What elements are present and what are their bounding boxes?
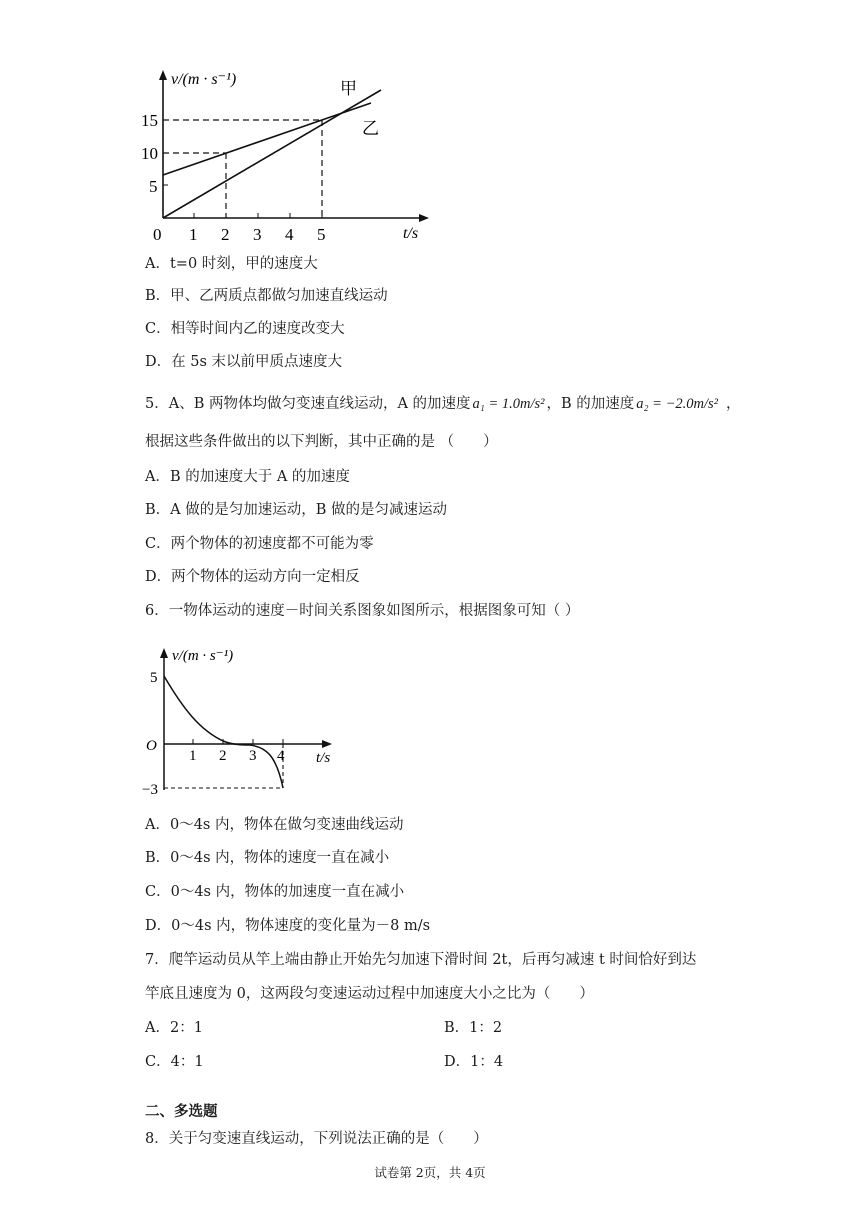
q4-option-b: B．甲、乙两质点都做匀加速直线运动 bbox=[145, 288, 388, 304]
q6-option-b: B．0～4s 内，物体的速度一直在减小 bbox=[145, 850, 390, 866]
origin-label: O bbox=[146, 738, 157, 754]
x-tick-4: 4 bbox=[285, 225, 294, 242]
q6-option-c: C．0～4s 内，物体的加速度一直在减小 bbox=[145, 884, 405, 900]
y-tick-5: 5 bbox=[149, 177, 158, 196]
q4-option-d: D．在 5s 末以前甲质点速度大 bbox=[145, 354, 343, 370]
y-tick-neg3: −3 bbox=[142, 782, 158, 798]
y-tick-5-2: 5 bbox=[150, 670, 158, 686]
x-axis-unit-2: t/s bbox=[316, 750, 331, 766]
x-tick-5: 5 bbox=[317, 225, 326, 242]
velocity-curve bbox=[164, 676, 283, 788]
q6-option-d: D．0～4s 内，物体速度的变化量为－8 m/s bbox=[145, 918, 431, 934]
q5-option-c: C．两个物体的初速度都不可能为零 bbox=[145, 536, 374, 552]
velocity-time-graph-jia-yi bbox=[135, 62, 435, 242]
q5-option-d: D．两个物体的运动方向一定相反 bbox=[145, 569, 360, 585]
y-axis-unit: v/(m · s⁻¹) bbox=[171, 71, 237, 88]
q7-stem-line2: 竿底且速度为 0，这两段匀变速运动过程中加速度大小之比为（ ） bbox=[145, 986, 594, 1002]
label-jia: 甲 bbox=[340, 79, 357, 98]
q7-option-b: B．1：2 bbox=[444, 1020, 503, 1036]
q6-stem: 6．一物体运动的速度－时间关系图象如图所示，根据图象可知（ ） bbox=[145, 603, 580, 619]
x-tick-3-2: 3 bbox=[249, 748, 257, 764]
q4-option-a: A．t=0 时刻，甲的速度大 bbox=[145, 256, 318, 272]
q7-stem-line1: 7．爬竿运动员从竿上端由静止开始先匀加速下滑时间 2t，后再匀减速 t 时间恰好到达 bbox=[145, 952, 697, 968]
q4-option-c: C．相等时间内乙的速度改变大 bbox=[145, 321, 345, 337]
page-footer: 试卷第 2页，共 4页 bbox=[374, 1165, 486, 1180]
y-tick-15: 15 bbox=[141, 111, 158, 130]
section-heading: 二、多选题 bbox=[145, 1103, 218, 1120]
q5-stem-line2: 根据这些条件做出的以下判断，其中正确的是 （ ） bbox=[145, 434, 498, 450]
a1-formula: a₁ = 1.0m/s² bbox=[472, 396, 545, 412]
x-tick-0: 0 bbox=[153, 225, 162, 242]
q7-option-c: C．4：1 bbox=[145, 1054, 204, 1070]
y-axis-unit-2: v/(m · s⁻¹) bbox=[172, 648, 234, 664]
q7-option-d: D．1：4 bbox=[444, 1054, 504, 1070]
q8-stem: 8．关于匀变速直线运动，下列说法正确的是（ ） bbox=[145, 1131, 488, 1147]
q5-stem-line1: 5．A、B 两物体均做匀变速直线运动，A 的加速度 a₁ = 1.0m/s² ，B 的加速度 a₂ = −2.0m/s² ， bbox=[145, 396, 741, 412]
y-tick-10: 10 bbox=[141, 144, 158, 163]
x-tick-2: 2 bbox=[221, 225, 230, 242]
x-tick-4-2: 4 bbox=[277, 748, 285, 764]
q5-option-a: A．B 的加速度大于 A 的加速度 bbox=[145, 469, 350, 485]
line-jia bbox=[163, 90, 381, 218]
x-tick-1: 1 bbox=[189, 225, 198, 242]
a2-formula: a₂ = −2.0m/s² bbox=[636, 396, 718, 412]
q5-option-b: B．A 做的是匀加速运动，B 做的是匀减速运动 bbox=[145, 502, 447, 518]
x-axis-unit: t/s bbox=[403, 225, 419, 242]
q6-option-a: A．0～4s 内，物体在做匀变速曲线运动 bbox=[145, 817, 404, 833]
x-tick-3: 3 bbox=[253, 225, 262, 242]
x-tick-2-2: 2 bbox=[219, 748, 227, 764]
label-yi: 乙 bbox=[362, 119, 379, 138]
velocity-time-graph-q6 bbox=[140, 638, 340, 798]
x-tick-1-2: 1 bbox=[189, 748, 197, 764]
line-yi bbox=[163, 103, 371, 175]
q7-option-a: A．2：1 bbox=[145, 1020, 203, 1036]
